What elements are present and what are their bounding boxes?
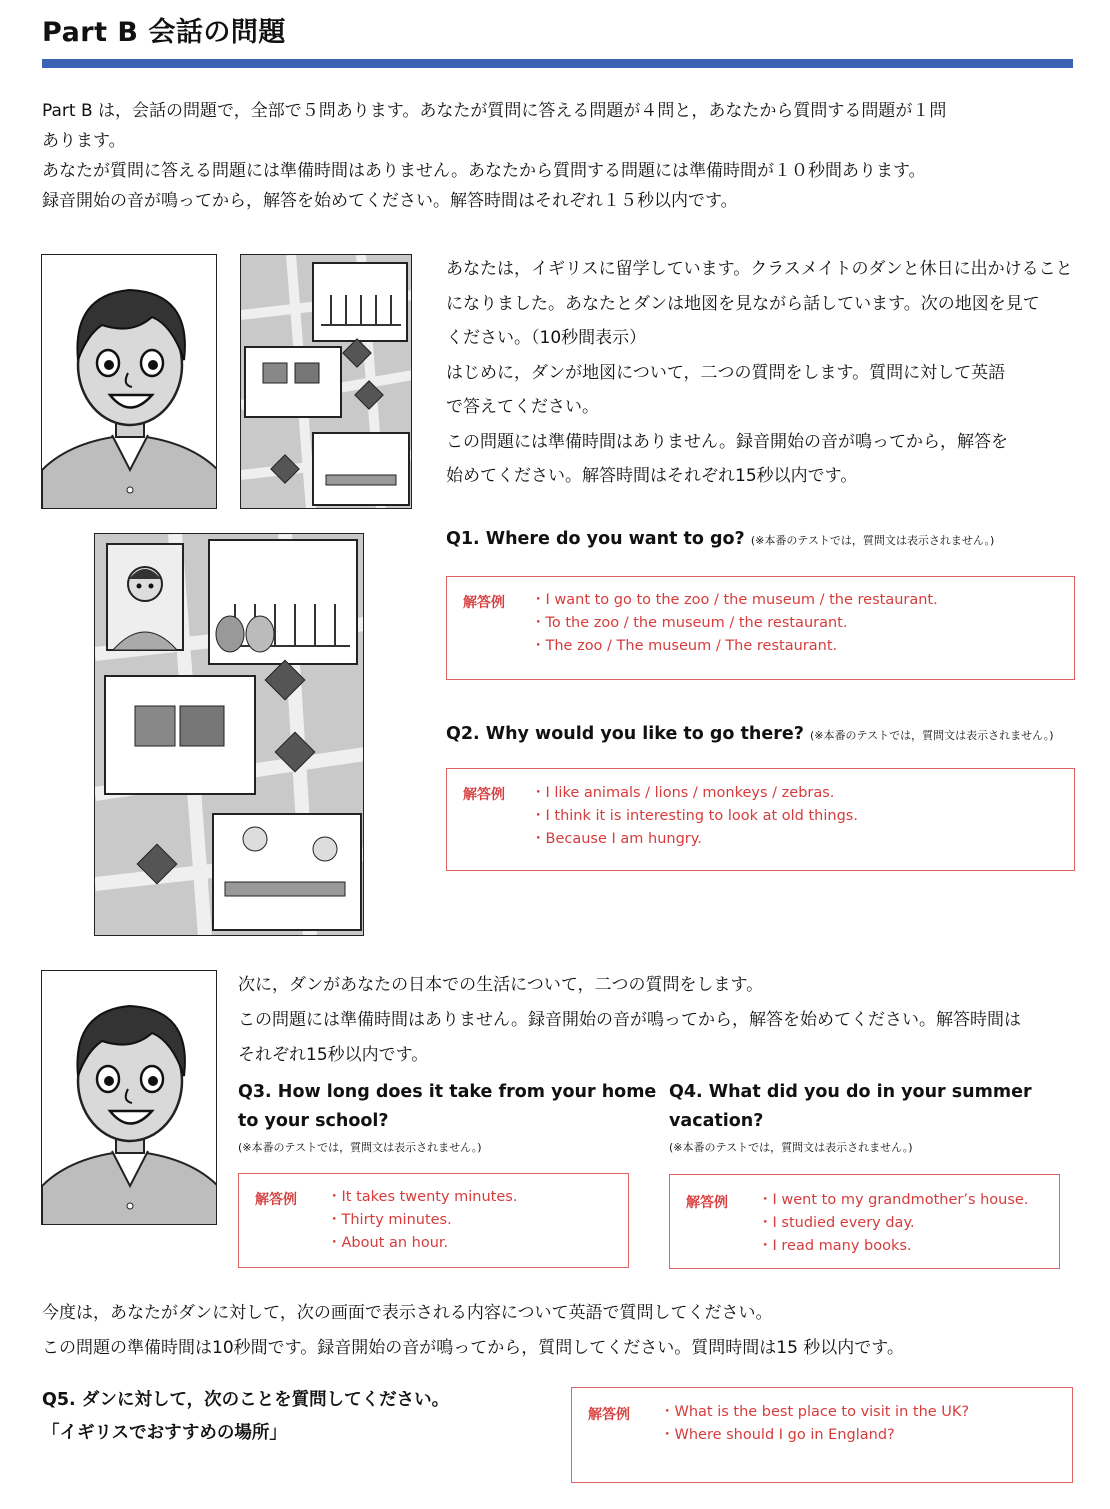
section2-text bbox=[238, 968, 1078, 1073]
q3-question-line: to your school? bbox=[238, 1111, 389, 1131]
q2-answer-box bbox=[446, 768, 1075, 871]
section2-line: この問題には準備時間はありません。録音開始の音が鳴ってから，解答を始めてください。解答時間は bbox=[238, 1010, 1022, 1030]
q2-answer-list bbox=[531, 782, 858, 851]
q3-question-line: Q3. How long does it take from your home bbox=[238, 1082, 657, 1102]
q4-question bbox=[669, 1078, 1079, 1136]
q3-answer-label: 解答例 bbox=[255, 1192, 297, 1208]
intro-line: Part B は，会話の問題で，全部で５問あります。あなたが質問に答える問題が４問と，あなたから質問する問題が１問 bbox=[42, 101, 947, 121]
q2-question: Q2. Why would you like to go there? bbox=[446, 724, 804, 744]
q3-answer-list bbox=[327, 1186, 517, 1255]
q4-question-line: vacation? bbox=[669, 1111, 764, 1131]
intro-text bbox=[42, 96, 1082, 216]
q4-answer: ・ I read many books. bbox=[758, 1235, 1028, 1258]
boy-illustration bbox=[42, 971, 217, 1225]
q3-answer: ・ About an hour. bbox=[327, 1232, 517, 1255]
q1-question-row bbox=[446, 525, 994, 555]
title-divider bbox=[42, 59, 1073, 68]
intro-line: あります。 bbox=[42, 131, 126, 151]
section1-line: ください。（10秒間表示） bbox=[446, 328, 647, 348]
q2-answer: ・ I like animals / lions / monkeys / zebras. bbox=[531, 782, 858, 805]
q2-answer: ・ I think it is interesting to look at old things. bbox=[531, 805, 858, 828]
section1-line: あなたは，イギリスに留学しています。クラスメイトのダンと休日に出かけること bbox=[446, 259, 1073, 279]
q3-answer: ・ It takes twenty minutes. bbox=[327, 1186, 517, 1209]
intro-line: あなたが質問に答える問題には準備時間はありません。あなたから質問する問題には準備時間が１０秒間あります。 bbox=[42, 161, 926, 181]
dan-portrait bbox=[41, 254, 217, 509]
q1-answer-box bbox=[446, 576, 1075, 680]
q1-answer-label: 解答例 bbox=[463, 595, 505, 611]
q2-answer-label: 解答例 bbox=[463, 787, 505, 803]
section1-line: はじめに，ダンが地図について，二つの質問をします。質問に対して英語 bbox=[446, 362, 1006, 383]
q5-answer-box bbox=[571, 1387, 1073, 1483]
section3-text bbox=[42, 1296, 1082, 1366]
dan-portrait-2 bbox=[41, 970, 217, 1225]
city-map-large bbox=[94, 533, 364, 936]
section1-line: 始めてください。解答時間はそれぞれ15秒以内です。 bbox=[446, 466, 858, 486]
q4-answer-label: 解答例 bbox=[686, 1195, 728, 1211]
q5-answer-label: 解答例 bbox=[588, 1407, 630, 1423]
q1-answer: ・ The zoo / The museum / The restaurant. bbox=[531, 635, 938, 658]
q4-answer: ・ I went to my grandmother’s house. bbox=[758, 1189, 1028, 1212]
q5-answer: ・ What is the best place to visit in the UK? bbox=[660, 1401, 969, 1424]
q1-question: Q1. Where do you want to go? bbox=[446, 529, 745, 549]
section1-line: になりました。あなたとダンは地図を見ながら話しています。次の地図を見て bbox=[446, 293, 1040, 314]
q1-answer: ・ I want to go to the zoo / the museum / the restaurant. bbox=[531, 589, 938, 612]
q4-note: (※本番のテストでは，質問文は表示されません。) bbox=[669, 1141, 913, 1154]
map-illustration bbox=[241, 255, 412, 509]
q3-answer-box bbox=[238, 1173, 629, 1268]
q5-question: Q5. ダンに対して，次のことを質問してください。 bbox=[42, 1390, 450, 1410]
section1-line: で答えてください。 bbox=[446, 397, 599, 417]
section1-line: この問題には準備時間はありません。録音開始の音が鳴ってから，解答を bbox=[446, 431, 1009, 452]
q1-answer-list bbox=[531, 589, 938, 658]
intro-line: 録音開始の音が鳴ってから，解答を始めてください。解答時間はそれぞれ１５秒以内です。 bbox=[42, 191, 738, 211]
q1-answer: ・ To the zoo / the museum / the restaurant. bbox=[531, 612, 938, 635]
q2-note: (※本番のテストでは，質問文は表示されません。) bbox=[810, 729, 1054, 742]
section3-line: この問題の準備時間は10秒間です。録音開始の音が鳴ってから，質問してください。質問時間は15 秒以内です。 bbox=[42, 1338, 904, 1358]
section3-line: 今度は，あなたがダンに対して，次の画面で表示される内容について英語で質問してください。 bbox=[42, 1303, 773, 1323]
boy-illustration bbox=[42, 255, 217, 509]
q2-question-row bbox=[446, 720, 1054, 750]
q4-answer: ・ I studied every day. bbox=[758, 1212, 1028, 1235]
q4-answer-list bbox=[758, 1189, 1028, 1258]
q4-question-line: Q4. What did you do in your summer bbox=[669, 1082, 1032, 1102]
q3-answer: ・ Thirty minutes. bbox=[327, 1209, 517, 1232]
q5-topic: 「イギリスでおすすめの場所」 bbox=[42, 1423, 287, 1443]
section1-text bbox=[446, 252, 1086, 494]
q3-question bbox=[238, 1078, 658, 1136]
map-large-illustration bbox=[95, 534, 364, 936]
q3-note: (※本番のテストでは，質問文は表示されません。) bbox=[238, 1141, 482, 1154]
city-map-small bbox=[240, 254, 412, 509]
q2-answer: ・ Because I am hungry. bbox=[531, 828, 858, 851]
q4-answer-box bbox=[669, 1174, 1060, 1269]
q1-note: (※本番のテストでは，質問文は表示されません。) bbox=[750, 534, 995, 547]
section2-line: それぞれ15秒以内です。 bbox=[238, 1045, 429, 1065]
section2-line: 次に，ダンがあなたの日本での生活について，二つの質問をします。 bbox=[238, 975, 764, 995]
q5-answer-list bbox=[660, 1401, 969, 1447]
page-title: Part B 会話の問題 bbox=[42, 17, 286, 48]
q5-answer: ・ Where should I go in England? bbox=[660, 1424, 969, 1447]
q5-question-block bbox=[42, 1384, 449, 1450]
